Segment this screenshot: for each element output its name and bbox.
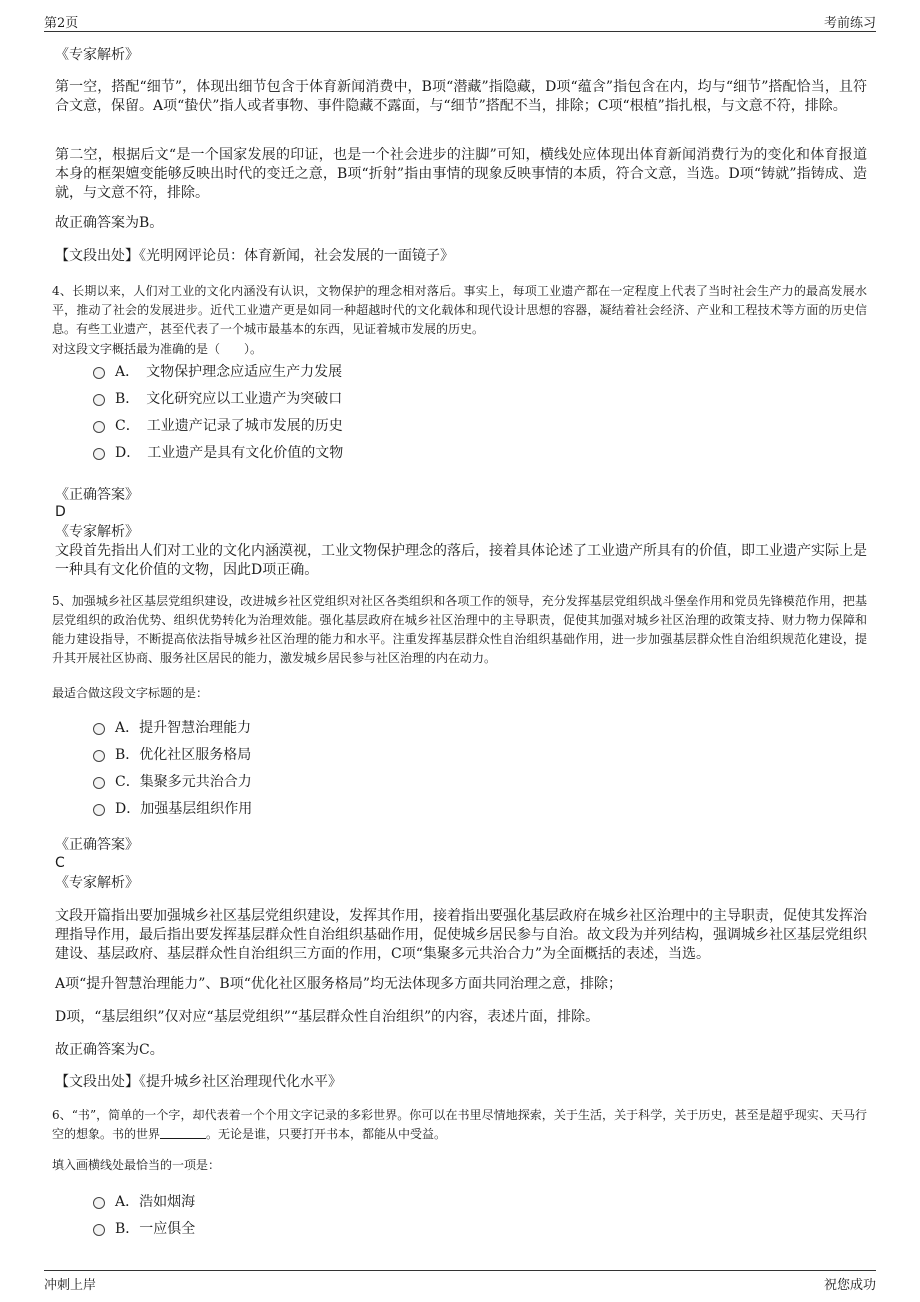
- option-label: A．浩如烟海: [115, 1194, 196, 1210]
- q6-option-b[interactable]: [93, 1220, 195, 1238]
- fill-blank[interactable]: [160, 1127, 206, 1139]
- q5-answer: C: [55, 855, 65, 871]
- q6-stem-part2: 。无论是谁，只要打开书本，都能从中受益。: [206, 1127, 447, 1141]
- q6-prompt: 填入画横线处最恰当的一项是：: [52, 1158, 221, 1172]
- radio-icon[interactable]: [93, 1224, 105, 1236]
- q3-expert-label: 《专家解析》: [55, 47, 139, 63]
- radio-icon[interactable]: [93, 367, 105, 379]
- q5-source: 【文段出处】《提升城乡社区治理现代化水平》: [55, 1074, 342, 1090]
- q3-source: 【文段出处】《光明网评论员：体育新闻，社会发展的一面镜子》: [55, 248, 454, 264]
- radio-icon[interactable]: [93, 448, 105, 460]
- page-number: 第2页: [44, 16, 79, 31]
- q3-conclusion: 故正确答案为B。: [55, 215, 164, 231]
- footer-right-text: 祝您成功: [823, 1278, 876, 1293]
- q4-option-d[interactable]: [93, 444, 343, 462]
- q5-option-d[interactable]: [93, 800, 252, 818]
- q6-stem: [52, 1106, 867, 1144]
- radio-icon[interactable]: [93, 750, 105, 762]
- option-label: A． 文物保护理念应适应生产力发展: [115, 364, 343, 380]
- q5-expert-label: 《专家解析》: [55, 875, 139, 891]
- q6-stem-part1: 6、“书”，简单的一个字，却代表着一个个用文字记录的多彩世界。你可以在书里尽情地探索，关于生活，关于科学，关于历史，甚至是超乎现实、天马行空的想象。书的世界: [52, 1108, 867, 1141]
- page-footer: [44, 1270, 876, 1292]
- option-label: B．优化社区服务格局: [115, 747, 252, 763]
- radio-icon[interactable]: [93, 723, 105, 735]
- q6-option-a[interactable]: [93, 1193, 195, 1211]
- radio-icon[interactable]: [93, 421, 105, 433]
- option-label: B． 文化研究应以工业遗产为突破口: [115, 391, 343, 407]
- q3-analysis-para2: 第二空，根据后文“是一个国家发展的印证，也是一个社会进步的注脚”可知，横线处应体现出体育新闻消费行为的变化和体育报道本身的框架嬗变能够反映出时代的变迁之意，B项“折射”指由事情的现象反映事情的本质，符合文意，当选。D项“铸就”指铸成、造就，与文意不符，排除。: [55, 147, 867, 201]
- q5-analysis-para1: 文段开篇指出要加强城乡社区基层党组织建设，发挥其作用，接着指出要强化基层政府在城乡社区治理中的主导职责，促使其发挥治理指导作用，最后指出要发挥基层群众性自治组织基础作用，促使城乡居民参与自治。故文段为并列结构，强调城乡社区基层党组织建设、基层政府、基层群众性自治组织三方面的作用，C项“集聚多元共治合力”为全面概括的表述，当选。: [55, 908, 867, 962]
- q4-expert-label: 《专家解析》: [55, 524, 139, 540]
- radio-icon[interactable]: [93, 804, 105, 816]
- q5-option-c[interactable]: [93, 773, 252, 791]
- option-label: D． 工业遗产是具有文化价值的文物: [115, 445, 344, 461]
- radio-icon[interactable]: [93, 777, 105, 789]
- option-label: C．集聚多元共治合力: [115, 774, 252, 790]
- q3-analysis-para1: 第一空，搭配“细节”，体现出细节包含于体育新闻消费中，B项“潜藏”指隐藏，D项“蕴含”指包含在内，均与“细节”搭配恰当，且符合文意，保留。A项“蛰伏”指人或者事物、事件隐藏不露面，与“细节”搭配不当，排除；C项“根植”指扎根，与文意不符，排除。: [55, 79, 867, 114]
- q4-answer-label: 《正确答案》: [55, 487, 139, 503]
- q5-answer-label: 《正确答案》: [55, 837, 139, 853]
- q5-analysis-para2: A项“提升智慧治理能力”、B项“优化社区服务格局”均无法体现多方面共同治理之意，排除；: [55, 976, 623, 992]
- q5-option-b[interactable]: [93, 746, 251, 764]
- q4-prompt: 对这段文字概括最为准确的是（ ）。: [52, 342, 263, 356]
- option-label: C． 工业遗产记录了城市发展的历史: [115, 418, 343, 434]
- q5-stem: 5、加强城乡社区基层党组织建设，改进城乡社区党组织对社区各类组织和各项工作的领导，充分发挥基层党组织战斗堡垒作用和党员先锋模范作用，把基层党组织的政治优势、组织优势转化为治理效能。强化基层政府在城乡社区治理中的主导职责，促使其加强对城乡社区治理的政策支持、财力物力保障和能力建设指导，不断提高依法指导城乡社区治理的能力和水平。注重发挥基层群众性自治组织基础作用，进一步加强基层群众性自治组织规范化建设，提升其开展社区协商、服务社区居民的能力，激发城乡居民参与社区治理的内在动力。: [52, 594, 867, 665]
- radio-icon[interactable]: [93, 1197, 105, 1209]
- header-title: 考前练习: [823, 16, 876, 31]
- q4-analysis: 文段首先指出人们对工业的文化内涵漠视，工业文物保护理念的落后，接着具体论述了工业遗产所具有的价值，即工业遗产实际上是一种具有文化价值的文物，因此D项正确。: [55, 543, 867, 578]
- q4-option-a[interactable]: [93, 363, 342, 381]
- q5-prompt: 最适合做这段文字标题的是：: [52, 686, 209, 700]
- q5-analysis-para3: D项，“基层组织”仅对应“基层党组织”“基层群众性自治组织”的内容，表述片面，排除。: [55, 1009, 600, 1025]
- q4-option-c[interactable]: [93, 417, 343, 435]
- q4-option-b[interactable]: [93, 390, 342, 408]
- q4-answer: D: [55, 504, 66, 520]
- option-label: B．一应俱全: [115, 1221, 196, 1237]
- q4-stem: 4、长期以来，人们对工业的文化内涵没有认识，文物保护的理念相对落后。事实上，每项工业遗产都在一定程度上代表了当时社会生产力的最高发展水平，推动了社会的发展进步。近代工业遗产更是如同一种超越时代的文化载体和现代设计思想的容器，凝结着社会经济、产业和工程技术等方面的历史信息。有些工业遗产，甚至代表了一个城市最基本的东西，见证着城市发展的历史。: [52, 284, 867, 336]
- q5-conclusion: 故正确答案为C。: [55, 1042, 164, 1058]
- page-header: [44, 10, 876, 32]
- q5-option-a[interactable]: [93, 719, 251, 737]
- option-label: A．提升智慧治理能力: [115, 720, 252, 736]
- option-label: D．加强基层组织作用: [115, 801, 253, 817]
- footer-left-text: 冲刺上岸: [44, 1278, 97, 1293]
- radio-icon[interactable]: [93, 394, 105, 406]
